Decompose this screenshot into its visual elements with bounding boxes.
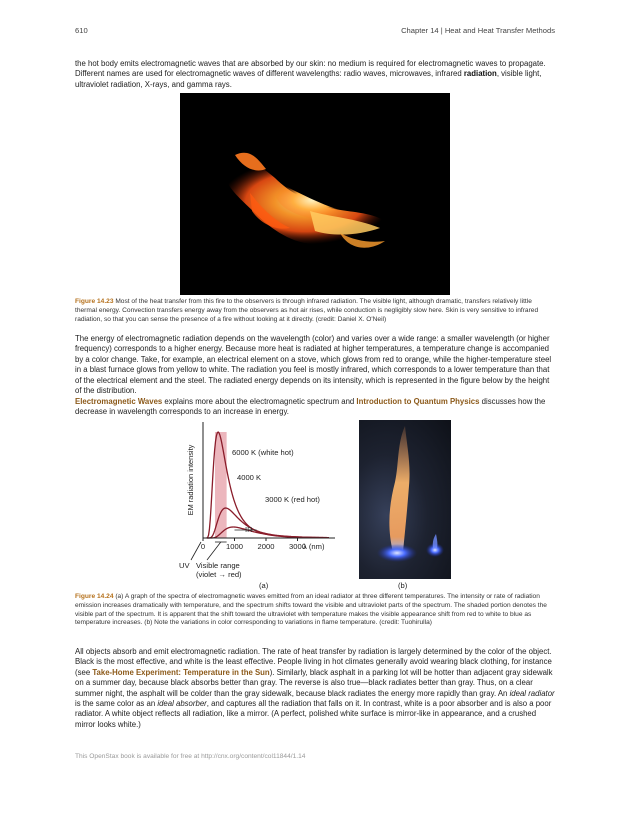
series-label-1: 6000 K (white hot) [232,448,294,457]
absorption-text-1: All objects absorb and emit electromagnetic radiation. The rate of heat transfer by radiation is largely determined by the color of the object. Black is the most effective, and white is the least effective. People living in hot climates generally avoid wearing black clothing, for instance (see [75,647,552,677]
x-tick-label: 0 [200,542,206,551]
series-label-3: 3000 K (red hot) [265,495,320,504]
page-number: 610 [75,26,88,35]
energy-paragraph: The energy of electromagnetic radiation depends on the wavelength (color) and varies over a wide range: a smaller wavelength (or higher frequency) corresponds to a higher energy. Because more heat is radiated at higher temperatures, a temperature change is accompanied by a color change. Take, for example, an electrical element on a stove, which glows from red to orange, while the higher-temperature steel in a blast furnace glows from yellow to white. The radiation you feel is mostly infrared, which corresponds to a lower temperature than that of the electrical element and the steel. The radiated energy depends on its intensity, which is represented in the figure below by the height of the distribution. [75,334,552,396]
radiation-spectrum-chart [177,418,357,582]
figure-14-23-label: Figure 14.23 [75,298,114,305]
x-ticks-group [201,538,306,551]
figure-14-23-caption [75,298,555,324]
ideal-absorber-term: ideal absorber [157,699,207,709]
intro-paragraph [75,59,555,90]
visible-range-pointer [207,542,221,560]
ir-label: IR [245,525,253,534]
intro-text-b: , visible light, ultraviolet radiation, X-rays, and gamma rays. [75,69,542,89]
visible-range-sublabel: (violet → red) [196,570,242,579]
figure-14-24-text: (a) A graph of the spectra of electromagnetic waves emitted from an ideal radiator at three different temperatures. The intensity or rate of radiation emission increases dramatically with temperature, and the spectrum shifts toward the visible and ultraviolet parts of the spectrum. The shaded portion denotes the visible part of the spectrum. It is apparent that the shift toward the ultraviolet with temperature makes the visible appearance shift from red to white to blue as temperature increases. (b) Note the variations in color corresponding to variations in flame temperature. (credit: Tuohirulla) [75,593,547,627]
x-tick-label: 1000 [226,542,243,551]
x-tick-label: 3000 [289,542,306,551]
y-axis-label: EM radiation intensity [186,444,195,516]
cross-reference-paragraph [75,397,555,418]
electromagnetic-waves-link[interactable]: Electromagnetic Waves [75,397,163,406]
figure-14-24-label: Figure 14.24 [75,593,114,600]
uv-label: UV [179,561,190,570]
gas-flame-photo [359,420,451,579]
intro-text-a: the hot body emits electromagnetic waves that are absorbed by our skin: no medium is required for electromagnetic waves to propagate. Different names are used for electromagnetic waves of different wavelengths: radio waves, microwaves, infrared [75,59,546,79]
take-home-experiment-link[interactable]: Take-Home Experiment: Temperature in the Sun [92,667,270,677]
absorption-text-3: is the same color as an [75,699,158,709]
uv-pointer [191,542,201,560]
absorption-text-4: , and captures all the radiation that falls on it. In contrast, white is a poor absorber and is also a poor radiator. A white object reflects all radiation, like a mirror. (A perfect, polished white surface is mirror-like in appearance, and a crushed mirror looks white.) [75,699,552,729]
x-tick-label: 2000 [257,542,275,551]
chapter-title: Chapter 14 | Heat and Heat Transfer Methods [401,26,555,35]
cross-ref-text-end: discusses how the decrease in wavelength corresponds to an increase in energy. [75,397,546,417]
absorption-text-2: ). Similarly, black asphalt in a parking lot will be hotter than adjacent gray sidewalk on a summer day, because black absorbs better than gray. The reverse is also true—black radiates better than gray. Thus, on a clear summer night, the asphalt will be colder than the gray sidewalk, because black radiates the energy more rapidly than gray. An [75,667,553,698]
quantum-physics-link[interactable]: Introduction to Quantum Physics [356,397,480,406]
figure-14-24-caption [75,593,555,628]
series-label-2: 4000 K [237,473,262,482]
subfigure-b-label: (b) [398,581,408,590]
figure-14-23-text: Most of the heat transfer from this fire to the observers is through infrared radiation. The visible light, although dramatic, transfers relatively little thermal energy. Convection transfers energy away from the observers as hot air rises, while conduction is negligibly slow here. Skin is very sensitive to infrared radiation, so that you can sense the presence of a fire without looking at it directly. (credit: Daniel X. O'Neil) [75,298,539,323]
radiation-term: radiation [463,69,497,79]
absorption-paragraph [75,647,555,730]
visible-range-label: Visible range [196,561,240,570]
fire-photo [180,93,450,295]
x-axis-label: λ (nm) [303,542,325,551]
subfigure-a-label: (a) [259,581,269,590]
footer-note: This OpenStax book is available for free at http://cnx.org/content/col11844/1.14 [75,753,306,760]
cross-ref-text-mid: explains more about the electromagnetic spectrum and [162,397,357,406]
ideal-radiator-term: ideal radiator [509,688,555,698]
series-labels-group [232,448,320,504]
